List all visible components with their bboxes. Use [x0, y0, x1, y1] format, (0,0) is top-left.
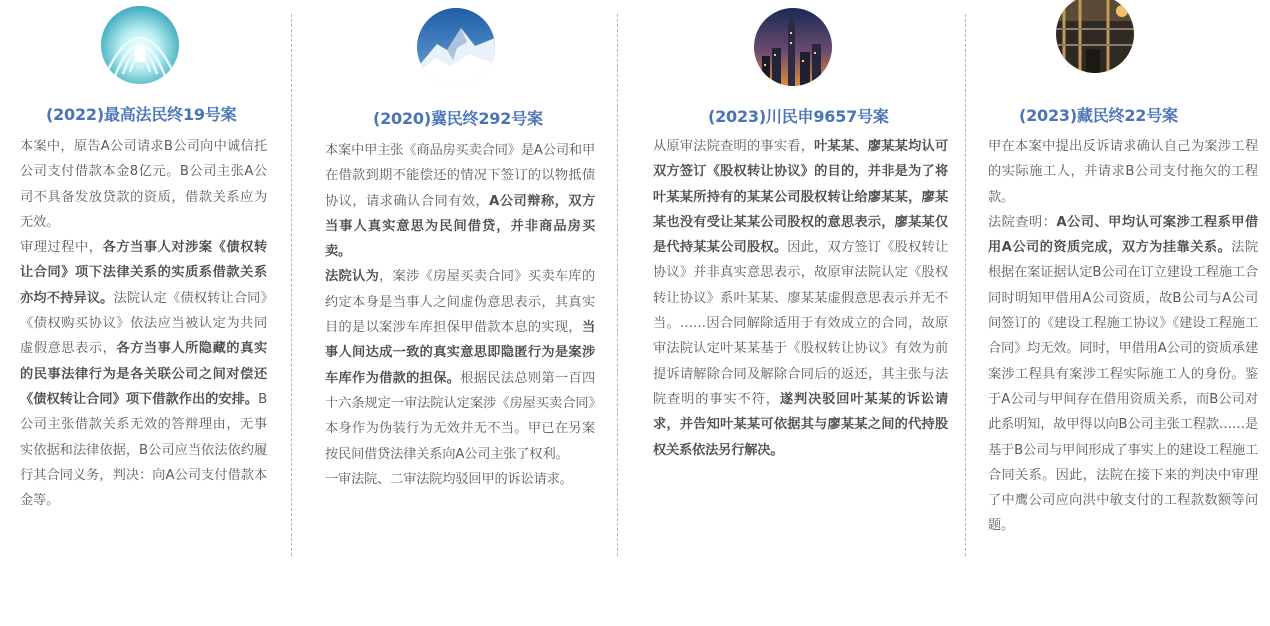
case-1-paragraph	[20, 235, 267, 513]
case-3-paragraph	[653, 134, 948, 463]
emphasis-text: 遂判决驳回叶某某的诉讼请求，并告知叶某某可依据其与廖某某之间的代持股权关系依法另行解决。	[653, 391, 949, 458]
case-4-photo	[1056, 0, 1134, 73]
case-4-paragraph	[988, 210, 1258, 539]
case-1-title: (2022)最高法民终19号案	[46, 105, 237, 124]
body-text: 法院认定《债权转让合同》《债权购买协议》依法应当被认定为共同虚假意思表示，	[20, 290, 267, 357]
city-night-photo-icon	[754, 8, 832, 86]
tunnel-photo-icon	[101, 6, 179, 84]
industrial-photo-icon	[1056, 0, 1134, 73]
body-text: ，案涉《房屋买卖合同》买卖车库的约定本身是当事人之间虚伪意思表示，其真实目的是以案涉车库担保甲借款本息的实现，	[325, 269, 595, 336]
emphasis-text: A公司、甲均认可案涉工程系甲借用A公司的资质完成，双方为挂靠关系。	[988, 214, 1258, 256]
case-2-paragraph	[325, 138, 595, 264]
snow-mountain-photo-icon	[417, 8, 495, 86]
case-3-title: (2023)川民申9657号案	[708, 107, 889, 126]
body-text: 根据民法总则第一百四十六条规定一审法院认定案涉《房屋买卖合同》本身作为伪装行为无效并无不当。甲已在另案按民间借贷法律关系向A公司主张了权利。	[325, 370, 596, 462]
emphasis-text: 各方当事人所隐藏的真实的民事法律行为是各关联公司之间对偿还《债权转让合同》项下借款作出的安排。	[20, 341, 267, 407]
column-divider-2	[617, 14, 618, 556]
body-text: 因此，双方签订《股权转让协议》并非真实意思表示，故原审法院认定《股权转让协议》系叶某某、廖某某虚假意思表示并无不当。……因合同解除适用于有效成立的合同，故原审法院认定叶某某基于《股权转让协议》有效为前提诉请解除合同及解除合同后的返还，其主张与法院查明的事实不符，	[653, 240, 948, 407]
case-3-body	[653, 134, 948, 463]
case-1-photo	[101, 6, 179, 84]
body-text: 审理过程中，	[20, 240, 103, 256]
body-text: 法院根据在案证据认定B公司在订立建设工程施工合同时明知甲借用A公司资质，故B公司与A公司间签订的《建设工程施工协议》《建设工程施工合同》均无效。同时，甲借用A公司的资质承建案涉工程具有案涉工程实际施工人的身份。鉴于A公司与甲间存在借用资质关系，而B公司对此系明知，故甲得以向B公司主张工程款……是基于B公司与甲间形成了事实上的建设工程施工合同关系。因此，法院在接下来的判决中审理了中鹰公司应向洪中敏支付的工程款数额等问题。	[988, 240, 1258, 534]
case-1-body	[20, 134, 267, 513]
case-2-paragraph	[325, 467, 595, 492]
body-text: B公司主张借款关系无效的答辩理由，无事实依据和法律依据，B公司应当依法依约履行其合同义务，判决：向A公司支付借款本金等。	[20, 391, 267, 509]
emphasis-text: A公司辩称，双方当事人真实意思为民间借贷，并非商品房买卖。	[325, 193, 595, 260]
column-divider-1	[291, 14, 292, 556]
body-text: 法院查明：	[988, 214, 1057, 230]
body-text: 一审法院、二审法院均驳回甲的诉讼请求。	[325, 471, 573, 487]
case-4-body	[988, 134, 1258, 539]
emphasis-text: 当事人间达成一致的真实意思即隐匿行为是案涉车库作为借款的担保。	[325, 320, 595, 386]
case-3-photo	[754, 8, 832, 86]
case-1-paragraph	[20, 134, 267, 235]
emphasis-text: 各方当事人对涉案《债权转让合同》项下法律关系的实质系借款关系亦均不持异议。	[20, 240, 267, 306]
case-2-title: (2020)冀民终292号案	[373, 109, 543, 128]
case-4-paragraph	[988, 134, 1258, 210]
emphasis-text: 叶某某、廖某某均认可双方签订《股权转让协议》的目的，并非是为了将叶某某所持有的某某公司股权转让给廖某某，廖某某也没有受让某某公司股权的意思表示，廖某某仅是代持某某公司股权。	[653, 139, 949, 256]
case-4-title: (2023)藏民终22号案	[1019, 106, 1178, 125]
body-text: 甲在本案中提出反诉请求确认自己为案涉工程的实际施工人，并请求B公司支付拖欠的工程款。	[988, 139, 1258, 205]
case-2-photo	[417, 8, 495, 86]
column-divider-3	[965, 14, 966, 556]
emphasis-text: 法院认为	[325, 269, 380, 285]
case-2-paragraph	[325, 264, 595, 466]
body-text: 从原审法院查明的事实看，	[653, 139, 815, 154]
case-2-body	[325, 138, 595, 492]
body-text: 本案中，原告A公司请求B公司向中诚信托公司支付借款本金8亿元。B公司主张A公司不具备发放贷款的资质，借款关系应为无效。	[20, 139, 267, 230]
body-text: 本案中甲主张《商品房买卖合同》是A公司和甲在借款到期不能偿还的情况下签订的以物抵债协议，请求确认合同有效，	[325, 143, 595, 209]
